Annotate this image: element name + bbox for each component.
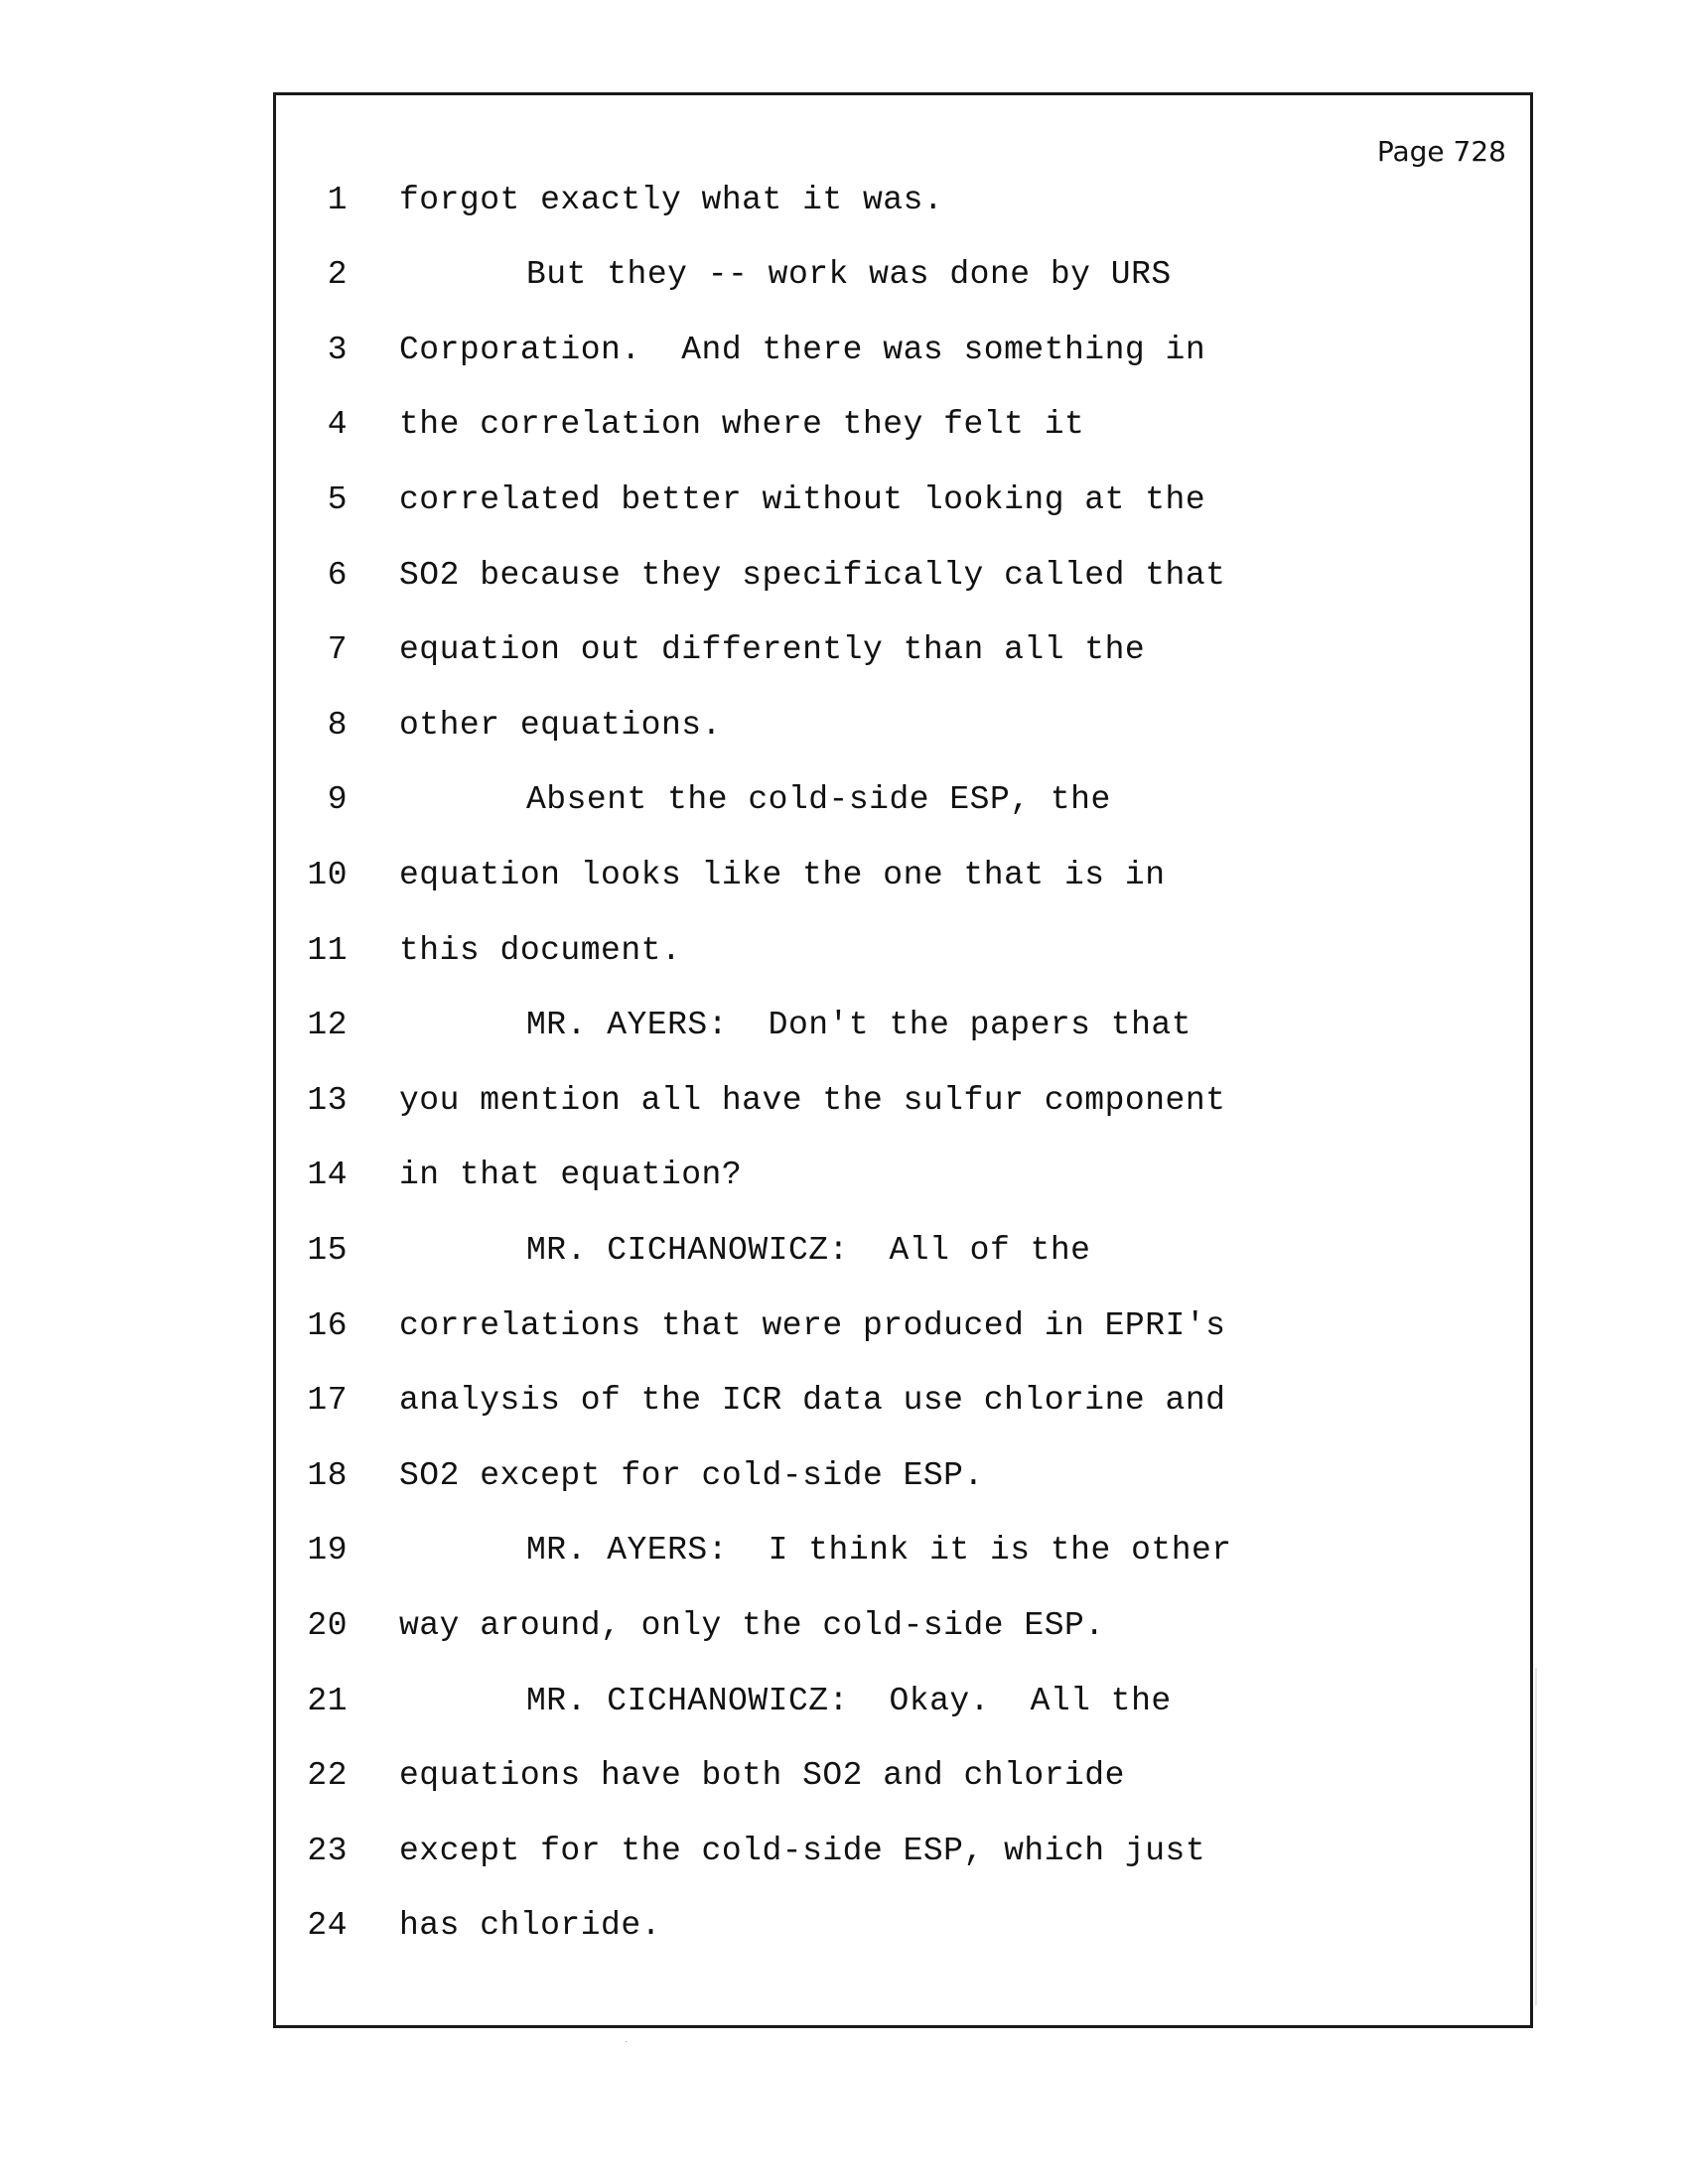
line-number: 22 xyxy=(307,1757,348,1795)
line-number: 15 xyxy=(307,1231,348,1269)
line-number: 19 xyxy=(307,1532,348,1570)
line-text: you mention all have the sulfur component xyxy=(399,1081,1226,1119)
page-number: Page 728 xyxy=(1376,135,1506,168)
line-text: has chloride. xyxy=(399,1907,661,1945)
line-number: 7 xyxy=(327,631,348,669)
line-number: 10 xyxy=(307,856,348,893)
line-text: MR. AYERS: Don't the papers that xyxy=(526,1007,1193,1044)
transcript-line xyxy=(276,1445,1530,1505)
transcript-line xyxy=(276,320,1530,379)
scan-dot xyxy=(626,2041,627,2042)
line-number: 2 xyxy=(327,256,348,294)
line-number: 3 xyxy=(327,331,348,368)
line-number: 4 xyxy=(327,406,348,444)
transcript-page-frame xyxy=(273,92,1533,2028)
transcript-line xyxy=(276,1746,1530,1806)
transcript-line xyxy=(276,1146,1530,1205)
line-number: 8 xyxy=(327,706,348,744)
line-text: except for the cold-side ESP, which just xyxy=(399,1832,1206,1869)
line-text: equation looks like the one that is in xyxy=(399,856,1166,893)
line-number: 5 xyxy=(327,480,348,518)
line-text: analysis of the ICR data use chlorine and xyxy=(399,1382,1226,1420)
transcript-line xyxy=(276,1821,1530,1880)
transcript-line xyxy=(276,695,1530,754)
line-number: 21 xyxy=(307,1682,348,1719)
line-text: MR. CICHANOWICZ: Okay. All the xyxy=(526,1682,1172,1719)
line-text: Corporation. And there was something in xyxy=(399,331,1206,368)
line-text: forgot exactly what it was. xyxy=(399,181,944,218)
transcript-line xyxy=(276,620,1530,680)
transcript-line xyxy=(276,170,1530,229)
line-text: SO2 except for cold-side ESP. xyxy=(399,1456,984,1494)
line-number: 23 xyxy=(307,1832,348,1869)
line-text: correlated better without looking at the xyxy=(399,480,1206,518)
transcript-line xyxy=(276,1521,1530,1580)
line-number: 14 xyxy=(307,1157,348,1194)
line-number: 12 xyxy=(307,1007,348,1044)
transcript-line xyxy=(276,395,1530,455)
line-number: 9 xyxy=(327,781,348,819)
transcript-line xyxy=(276,1296,1530,1355)
transcript-line xyxy=(276,545,1530,605)
line-number: 18 xyxy=(307,1456,348,1494)
line-number: 24 xyxy=(307,1907,348,1945)
transcript-line xyxy=(276,770,1530,830)
line-number: 11 xyxy=(307,931,348,969)
transcript-line xyxy=(276,1595,1530,1655)
transcript-line xyxy=(276,996,1530,1055)
line-number: 1 xyxy=(327,181,348,218)
line-text: Absent the cold-side ESP, the xyxy=(526,781,1111,819)
transcript-line xyxy=(276,1896,1530,1956)
line-text: equations have both SO2 and chloride xyxy=(399,1757,1125,1795)
transcript-line xyxy=(276,1220,1530,1280)
line-text: the correlation where they felt it xyxy=(399,406,1085,444)
line-text: in that equation? xyxy=(399,1157,743,1194)
scan-edge-mark xyxy=(1535,1668,1537,2005)
transcript-line xyxy=(276,1371,1530,1431)
line-number: 13 xyxy=(307,1081,348,1119)
line-number: 6 xyxy=(327,556,348,594)
transcript-line xyxy=(276,245,1530,305)
line-text: But they -- work was done by URS xyxy=(526,256,1172,294)
transcript-line xyxy=(276,1671,1530,1730)
line-text: MR. CICHANOWICZ: All of the xyxy=(526,1231,1091,1269)
line-text: MR. AYERS: I think it is the other xyxy=(526,1532,1232,1570)
line-number: 20 xyxy=(307,1606,348,1644)
line-number: 16 xyxy=(307,1306,348,1344)
line-text: correlations that were produced in EPRI's xyxy=(399,1306,1226,1344)
line-number: 17 xyxy=(307,1382,348,1420)
transcript-line xyxy=(276,845,1530,904)
line-text: SO2 because they specifically called that xyxy=(399,556,1226,594)
line-text: equation out differently than all the xyxy=(399,631,1146,669)
line-text: other equations. xyxy=(399,706,722,744)
transcript-line xyxy=(276,920,1530,980)
line-text: this document. xyxy=(399,931,682,969)
transcript-line xyxy=(276,470,1530,529)
line-text: way around, only the cold-side ESP. xyxy=(399,1606,1105,1644)
transcript-line xyxy=(276,1070,1530,1130)
